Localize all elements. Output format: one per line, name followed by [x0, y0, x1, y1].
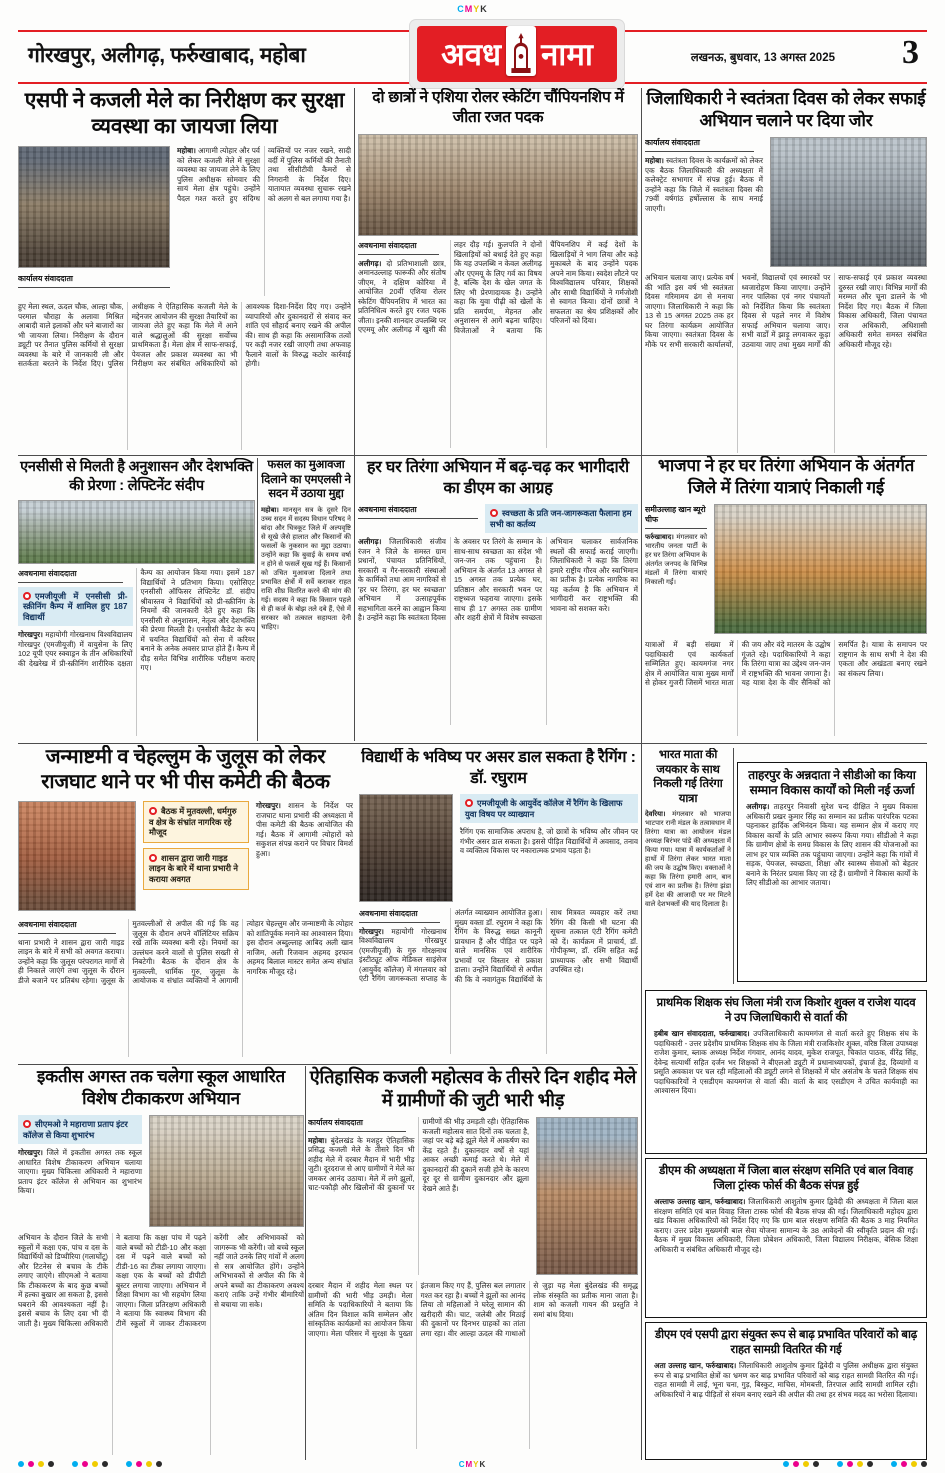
column-rule: [305, 1066, 306, 1460]
body-text: ताहरपुर निवासी सुरेश चन्द दीक्षित ने मुख्य विकास अधिकारी प्रखर कुमार सिंह का सम्मान का प्रतीक पारंपरिक पटका पहनाकर हार्दिक अभिनंदन किया। यह सम्मान क्षेत्र में कराए गए विकास कार्यों के प्रति आभार स्वरूप किया गया। सीडीओ ने कहा कि ग्रामीण क्षेत्रों के समग्र विकास के लिए शासन की योजनाओं का लाभ हर पात्र व्यक्ति तक पहुंचाया जाएगा। उन्होंने कहा कि गांवों में सड़क, पेयजल, स्वच्छता, शिक्षा और स्वास्थ्य सेवाओं को बेहतर बनाने के निरंतर प्रयास किए जा रहे हैं। ग्रामीणों ने विकास कार्यों के लिए सीडीओ का आभार जताया।: [746, 802, 918, 887]
row-rule: [18, 455, 927, 456]
column-rule: [641, 88, 642, 1460]
article-tiranga-dm: [358, 458, 638, 741]
reporter: अता उल्लाह खान, फर्रुखाबाद।: [654, 1361, 737, 1370]
byline: कार्यालय संवाददाता: [308, 1117, 406, 1132]
body-text: जिलाधिकारी आशुतोष कुमार द्विवेदी की अध्यक्षता में जिला बाल संरक्षण समिति एवं बाल विवाह जिला टास्क फोर्स की बैठक संपन्न की गई। जिलाधिकारी महोदय द्वारा खंड विकास अधिकारियों को निर्देश दिए गए कि ग्राम बाल संरक्षण समिति की बैठक 3 माह नियमित कराए। उत्तर प्रदेश मुख्यमंत्री बाल सेवा योजना सामान्य के 38 आवेदनों की स्वीकृति प्रदान की गई। बैठक में मुख्य विकास अधिकारी, जिला प्रोबेशन अधिकारी, जिला विद्यालय निरीक्षक, बेसिक शिक्षा अधिकारी व संबंधित अधिकारी मौजूद रहे।: [654, 1197, 918, 1254]
body-text: जिलाधिकारी संजीव रंजन ने जिले के समस्त ग्राम प्रधानों, पंचायत प्रतिनिधियों, सरकारी व गैर-सरकारी संस्थाओं के कार्मिकों तथा आम नागरिकों से 'हर घर तिरंगा, हर घर स्वच्छता' अभियान में उत्साहपूर्वक सहभागिता करने का आह्वान किया है। उन्होंने कहा कि स्वतंत्रता दिवस के अवसर पर तिरंगे के सम्मान के साथ-साथ स्वच्छता का संदेश भी जन-जन तक पहुंचाना है। अभियान के अंतर्गत 13 अगस्त से 15 अगस्त तक प्रत्येक घर, प्रतिष्ठान और सरकारी भवन पर राष्ट्रध्वज फहराया जाएगा। इसके साथ ही 17 अगस्त तक ग्रामीण और शहरी क्षेत्रों में विशेष स्वच्छता अभियान चलाकर सार्वजनिक स्थलों की सफाई कराई जाएगी। जिलाधिकारी ने कहा कि तिरंगा हमारे राष्ट्रीय गौरव और स्वाभिमान का प्रतीक है। प्रत्येक नागरिक का यह कर्तव्य है कि अभियान में भागीदारी कर राष्ट्रभक्ति की भावना को सशक्त करे।: [358, 537, 638, 623]
print-letter-y: Y: [473, 4, 481, 14]
body-text: मानसून सत्र के दूसरे दिन उच्च सदन में सदस्य विधान परिषद ने बांदा और चित्रकूट जिले में अल्पवृष्टि से सूखे जैसे हालात और किसानों की फसलों के नुकसान का मुद्दा उठाया। उन्होंने कहा कि बुवाई के समय वर्षा न होने से फसलें सूख गई हैं। किसानों को उचित मुआवजा दिलाने तथा प्रभावित क्षेत्रों में सर्वे कराकर राहत राशि शीघ्र वितरित करने की मांग की गई। सदस्य ने कहा कि किसान पहले से ही कर्ज के बोझ तले दबे हैं, ऐसे में सरकार को तत्काल सहायता देनी चाहिए।: [261, 506, 351, 631]
page-number: 3: [902, 34, 919, 71]
body-text: अभियान चलाया जाए। प्रत्येक वर्ष की भांति इस वर्ष भी स्वतंत्रता दिवस गरिमामय ढंग से मनाया जाएगा। जिलाधिकारी ने कहा कि 13 से 15 अगस्त 2025 तक हर घर तिरंगा कार्यक्रम आयोजित किया जाएगा। स्वतंत्रता दिवस के मौके पर सभी सरकारी कार्यालयों, भवनों, विद्यालयों एवं स्मारकों पर ध्वजारोहण किया जाएगा। उन्होंने नगर पालिका एवं नगर पंचायतों को निर्देशित किया कि स्वतंत्रता दिवस से पहले नगर में विशेष सफाई अभियान चलाया जाए। सभी वार्डों में झाड़ू लगवाकर कूड़ा उठवाया जाए तथा मुख्य मार्गों की साफ-सफाई एवं प्रकाश व्यवस्था दुरुस्त रखी जाए। विभिन्न मार्गों की मरम्मत और चूना डालने के भी निर्देश दिए गए। बैठक में जिला विकास अधिकारी, जिला पंचायत राज अधिकारी, अधिशासी अधिकारी समेत समस्त संबंधित अधिकारी मौजूद रहे।: [645, 273, 927, 349]
headline: डीएम एवं एसपी द्वारा संयुक्त रूप से बाढ़ प्रभावित परिवारों को बाढ़ राहत सामग्री वितरित की गई: [654, 1329, 918, 1356]
headline: जन्माष्टमी व चेहल्लुम के जुलूस को लेकर राजघाट थाने पर भी पीस कमेटी की बैठक: [41, 746, 330, 793]
dateline: महोबा।: [177, 146, 196, 155]
dateline: गोरखपुर।: [359, 926, 384, 936]
body-text: जिले में इकतीस अगस्त तक स्कूल आधारित विशेष टीकाकरण अभियान चलाया जाएगा। मुख्य चिकित्सा अधिकारी ने महाराणा प्रताप इंटर कॉलेज से अभियान का शुभारंभ किया।: [18, 1148, 142, 1196]
highlight-box: [460, 794, 638, 823]
highlight-box: [485, 504, 638, 533]
byline: समीउल्लाह खान ब्यूरो चीफ: [645, 504, 707, 529]
dateline: महोबा।: [645, 156, 664, 165]
article-flood-relief: [645, 1322, 927, 1460]
highlight-text: बैठक में मुतवल्ली, धर्मगुरु व क्षेत्र के संभ्रांत नागरिक रहे मौजूद: [149, 806, 237, 838]
body-text: बुंदेलखंड के मशहूर ऐतिहासिक प्रसिद्ध कजली मेले के तीसरे दिन भी शहीद मेले में दरबार मैदान में भारी भीड़ जुटी। दूरदराज से आए ग्रामीणों ने मेले का जमकर आनंद उठाया। मेले में लगे झूलों, चाट-पकौड़ी और खिलौनों की दुकानों पर ग्रामीणों की भीड़ उमड़ती रही। ऐतिहासिक कजली महोत्सव सात दिनों तक चलता है, जहां पर बड़े बड़े झूले मेले में आकर्षण का केंद्र रहते हैं। दुकानदार वर्षों से यहां आकर अच्छी कमाई करते थे। मेले में दुकानदारों की दुकानें सजी होने के कारण दूर दूर से ग्रामीण दुकानदार और झूला देखने आते हैं।: [308, 1117, 529, 1193]
headline: इकतीस अगस्त तक चलेगा स्कूल आधारित विशेष टीकाकरण अभियान: [37, 1067, 285, 1108]
reporter: अल्ताफ उल्लाह खान, फर्रुखाबाद।: [654, 1197, 746, 1206]
reporter: हबीब खान संवाददाता, फर्रुखाबाद।: [654, 1029, 750, 1038]
highlight-text: सीएमओ ने महाराणा प्रताप इंटर कॉलेज से किया शुभारंभ: [23, 1119, 128, 1140]
photo-ncc-ground: [18, 500, 255, 564]
body-text: थाना प्रभारी ने शासन द्वारा जारी गाइड लाइन के बारे में सभी को अवगत कराया। उन्होंने कहा कि जुलूस परंपरागत मार्गों से ही निकाले जाएंगे तथा जुलूस के दौरान डीजे बजाने पर प्रतिबंध रहेगा। जुलूस के मुतवल्लीओं से अपील की गई कि वह जुलूस के दौरान अपने वॉलिंटियर सक्रिय रखें ताकि व्यवस्था बनी रहे। नियमों का उल्लंघन करने वालों से पुलिस सख्ती से निबटेगी। बैठक के दौरान क्षेत्र के मुतवल्ली, धार्मिक गुरु, जुलूस के आयोजक व संभ्रांत व्यक्तियों ने आगामी त्योहार चेहल्लुम और जन्माष्टमी के त्योहार को शांतिपूर्वक मनाने का आश्वासन दिया। इस दौरान अब्दुल्लाह आबिद अली खान नाजिम, अली रिजवान अहमद इरफान अहमद बिलाल मास्टर समेत अन्य संभ्रांत नागरिक मौजूद रहे।: [18, 919, 353, 985]
highlight-text: एमजीयूजी के आयुर्वेद कॉलेज में रैगिंग के खिलाफ युवा विषय पर व्याख्यान: [465, 798, 623, 819]
article-bharat-mata: [645, 748, 731, 984]
print-letter-c: C: [458, 1459, 466, 1469]
dateline: अलीगढ़।: [746, 802, 770, 811]
article-taharpur-cdo: [737, 762, 927, 982]
print-letter-m: M: [464, 4, 474, 14]
headline: डीएम की अध्यक्षता में जिला बाल संरक्षण समिति एवं बाल विवाह जिला ट्रांस्क फोर्स की बैठक संपन्न हुई: [659, 1165, 913, 1192]
print-letter-k: K: [480, 4, 488, 14]
headline: एसपी ने कजली मेले का निरीक्षण कर सुरक्षा व्यवस्था का जायजा लिया: [24, 89, 345, 138]
edition-dateline: लखनऊ, बुधवार, 13 अगस्त 2025: [690, 52, 835, 64]
highlight-box: [143, 801, 249, 843]
headline: एनसीसी से मिलती है अनुशासन और देशभक्ति की प्रेरणा : लेफ्टिनेंट संदीप: [20, 459, 253, 494]
body-text: दो प्रतिभाशाली छात्र, अमानउल्लाह फारूकी और संतोष जीएम, ने दक्षिण कोरिया में आयोजित 20वीं एशिया रोलर स्केटिंग चैंपियनशिप में भारत का प्रतिनिधित्व करते हुए रजत पदक जीता। इनकी शानदार उपलब्धि पर एएमयू और अलीगढ़ में खुशी की लहर दौड़ गई। कुलपति ने दोनों खिलाड़ियों को बधाई देते हुए कहा कि यह उपलब्धि न केवल अलीगढ़ और एएमयू के लिए गर्व का विषय है, बल्कि देश के खेल जगत के लिए भी प्रेरणादायक है। उन्होंने कहा कि युवा पीढ़ी को खेलों के प्रति समर्पण, मेहनत और अनुशासन से आगे बढ़ना चाहिए। विजेताओं ने बताया कि चैंपियनशिप में कई देशों के खिलाड़ियों ने भाग लिया और कड़े मुकाबले के बाद उन्होंने पदक अपने नाम किया। स्वदेश लौटने पर विश्वविद्यालय परिवार, शिक्षकों और साथी विद्यार्थियों ने गर्मजोशी से स्वागत किया। दोनों छात्रों ने सफलता का श्रेय प्रशिक्षकों और परिजनों को दिया।: [358, 240, 638, 335]
headline: प्राथमिक शिक्षक संघ जिला मंत्री राज किशोर शुक्ल व राजेश यादव ने उप जिलाधिकारी से वार्ता की: [656, 997, 916, 1024]
headline: हर घर तिरंगा अभियान में बढ़-चढ़ कर भागीदारी का डीएम का आग्रह: [367, 459, 629, 497]
headline: भारत माता की जयकार के साथ निकली गई तिरंगा यात्रा: [653, 749, 723, 805]
byline: कार्यालय संवाददाता: [645, 137, 754, 152]
article-kajli-mahotsav: [308, 1066, 638, 1460]
row-rule: [18, 743, 927, 744]
headline: ताहरपुर के अन्नदाता ने सीडीओ का किया सम्मान विकास कार्यों को मिली नई ऊर्जा: [748, 768, 916, 797]
bullet-ring-icon: [490, 509, 498, 517]
bullet-ring-icon: [149, 854, 157, 862]
dateline: गोरखपुर।: [256, 801, 281, 810]
dateline: अलीगढ़।: [358, 537, 382, 547]
dateline: महोबा।: [261, 506, 279, 514]
headline: जिलाधिकारी ने स्वतंत्रता दिवस को लेकर सफाई अभियान चलाने पर दिया जोर: [646, 89, 926, 130]
byline: अवधनामा संवाददाता: [18, 919, 116, 934]
dateline: फर्रुखाबाद।: [645, 534, 674, 541]
bullet-ring-icon: [23, 1120, 31, 1128]
print-mark-top: [457, 4, 488, 14]
dateline: अलीगढ़।: [358, 258, 382, 268]
monument-icon: [506, 26, 536, 76]
byline: अवधनामा संवाददाता: [358, 504, 478, 519]
print-letter-k: K: [479, 1459, 487, 1469]
article-dm-cleanliness: [645, 88, 927, 453]
highlight-text: शासन द्वारा जारी गाइड लाइन के बारे में थाना प्रभारी ने कराया अवगत: [149, 852, 238, 884]
print-letter-y: Y: [473, 1459, 480, 1469]
print-letter-c: C: [457, 4, 465, 14]
highlight-text: एमजीयूजी में एनसीसी प्री-स्क्रीनिंग कैम्प में शामिल हुए 187 विद्यार्थी: [23, 590, 128, 622]
print-letter-m: M: [465, 1459, 474, 1469]
article-crop-compensation: [261, 458, 351, 741]
body-text: उपजिलाधिकारी कायमगंज से वार्ता करते हुए शिक्षक संघ के पदाधिकारी - उत्तर प्रदेशीय प्राथमिक शिक्षक संघ के जिला मंत्री राजकिशोर शुक्ल, वरिष्ठ जिला उपाध्यक्ष राजेश कुमार, ब्लाक अध्यक्ष निर्देश गंगवार, आनंद यादव, मुकेश राजपूत, चिकांत पाठक, वीरेंद्र सिंह, देवेन्द्र सत्यार्थी सहित दर्जन भर शिक्षकों ने बीएलओ ड्यूटी में प्रधानाध्यापकों, इंचार्ज हेड, दिव्यांगों व प्रसूति अवकाश पर चल रही महिलाओं की ड्यूटी लगने से शिक्षकों में घोर असंतोष के चलते शिक्षक संघ पदाधिकारियों ने एसडीएम कायमगंज से वार्ता की। वार्ता के बाद एसडीएम ने उचित कार्यवाही का आश्वासन दिया।: [654, 1029, 919, 1095]
article-child-protection: [645, 1158, 927, 1318]
logo-word-first: अवध: [441, 37, 502, 72]
article-ragging: [359, 748, 638, 1063]
bullet-ring-icon: [23, 592, 31, 600]
column-rule: [733, 748, 734, 984]
body-text: यात्राओं में बड़ी संख्या में पदाधिकारी एवं कार्यकर्ता सम्मिलित हुए। कायमगंज नगर क्षेत्र में आयोजित यात्रा मुख्य मार्गों से होकर गुजरी जिसमें भारत माता की जय और वंदे मातरम के उद्घोष गूंजते रहे। पदाधिकारियों ने कहा कि तिरंगा यात्रा का उद्देश्य जन-जन में राष्ट्रभक्ति की भावना जगाना है। यह यात्रा देश के वीर सैनिकों को समर्पित है। यात्रा के समापन पर राष्ट्रगान के साथ सभी ने देश की एकता और अखंडता बनाए रखने का संकल्प लिया।: [645, 640, 927, 687]
body-text: शासन के निर्देश पर राजघाट थाना प्रभारी की अध्यक्षता में पीस कमेटी की बैठक आयोजित की गई। बैठक में आगामी त्योहारों को सकुशल संपन्न कराने पर विचार विमर्श हुआ।: [256, 801, 353, 858]
headline: फसल का मुआवजा दिलाने का एमएलसी ने सदन में उठाया मुद्दा: [261, 459, 351, 500]
body-text: आगामी त्योहार और पर्व को लेकर कजली मेले में सुरक्षा व्यवस्था का जायजा लेने के लिए पुलिस अधीक्षक सोमवार की सायं मेला क्षेत्र पहुंचे। उन्होंने पैदल गश्त करते हुए संदिग्ध व्यक्तियों पर नजर रखने, सादी वर्दी में पुलिस कर्मियों की तैनाती तथा सीसीटीवी कैमरों से निगरानी के निर्देश दिए। यातायात व्यवस्था सुचारू रखने को अलग से बल लगाया गया है।: [177, 146, 351, 203]
dateline: गोरखपुर।: [18, 1148, 43, 1158]
newspaper-logo: [410, 20, 624, 88]
edition-cities: गोरखपुर, अलीगढ़, फर्रुखाबाद, महोबा: [28, 44, 306, 67]
body-text: महायोगी गोरखनाथ विश्वविद्यालय गोरखपुर (एमजीयूजी) के गुरु गोरक्षनाथ इंस्टीट्यूट ऑफ मेडिकल साइंसेज (आयुर्वेद कॉलेज) में मंगलवार को एंटी रैगिंग जागरूकता सप्ताह के अंतर्गत व्याख्यान आयोजित हुआ। मुख्य वक्ता डॉ. रघुराम ने कहा कि रैगिंग के विरुद्ध सख्त कानूनी प्रावधान हैं और पीड़ित पर पड़ने वाले मानसिक एवं शारीरिक प्रभावों पर विस्तार से प्रकाश डाला। उन्होंने विद्यार्थियों से अपील की कि वे नवागंतुक विद्यार्थियों के साथ मित्रवत व्यवहार करें तथा रैगिंग की किसी भी घटना की सूचना तत्काल एंटी रैगिंग कमेटी को दें। कार्यक्रम में प्राचार्य, डॉ. गोपीकृष्ण, डॉ. रश्मि सहित कई प्राध्यापक और सभी विद्यार्थी उपस्थित रहे।: [359, 908, 638, 984]
photo-mela-crowd: [536, 1117, 638, 1275]
photo-vaccination-launch: [149, 1115, 304, 1227]
article-peace-committee: [18, 745, 353, 1063]
body-text: मंगलवार को भाजपा भाटपार रानी मंडल के तत्वावधान में तिरंगा यात्रा का आयोजन मंडल अध्यक्ष बिरंभर पांडे की अध्यक्षता में किया गया। यात्रा में कार्यकर्ताओं ने हाथों में तिरंगा लेकर भारत माता की जय के उद्घोष किए। वक्ताओं ने कहा कि तिरंगा हमारी आन, बान एवं शान का प्रतीक है। तिरंगा झंडा हमें देश की आजादी पर मर मिटने वाले देशभक्तों की याद दिलाता है।: [645, 811, 731, 908]
masthead: [18, 24, 927, 86]
headline: विद्यार्थी के भविष्य पर असर डाल सकता है रैगिंग : डॉ. रघुराम: [361, 749, 636, 787]
column-rule: [354, 88, 355, 741]
headline: ऐतिहासिक कजली महोत्सव के तीसरे दिन शहीद मेले में ग्रामीणों की जुटी भारी भीड़: [309, 1067, 637, 1110]
body-text: दरबार मैदान में शहीद मेला स्थल पर ग्रामीणों की भारी भीड़ उमड़ी। मेला समिति के पदाधिकारियों ने बताया कि अंतिम दिन विशाल कवि सम्मेलन और सांस्कृतिक कार्यक्रमों का आयोजन किया जाएगा। मेला परिसर में सुरक्षा के पुख्ता इंतजाम किए गए हैं, पुलिस बल लगातार गश्त कर रहा है। बच्चों ने झूलों का आनंद लिया तो महिलाओं ने घरेलू सामान की खरीदारी की। चाट, जलेबी और मिठाई की दुकानों पर दिनभर ग्राहकों का तांता लगा रहा। वीर आल्हा ऊदल की गाथाओं से जुड़ा यह मेला बुंदेलखंड की समृद्ध लोक संस्कृति का प्रतीक माना जाता है। शाम को कजली गायन की प्रस्तुति ने समां बांध दिया।: [308, 1281, 638, 1338]
byline: कार्यालय संवाददाता: [18, 273, 170, 288]
article-vaccination: [18, 1066, 304, 1460]
row-rule: [18, 1064, 638, 1065]
photo-medal-winners: [358, 134, 638, 236]
article-roller-skating: [358, 88, 638, 453]
registration-dots-left: [18, 1461, 162, 1467]
photo-mela-inspection: [18, 146, 170, 268]
body-text: स्वतंत्रता दिवस के कार्यक्रमों को लेकर एक बैठक जिलाधिकारी की अध्यक्षता में कलेक्ट्रेट सभागार में संपन्न हुई। बैठक में उन्होंने कहा कि जिले में स्वतंत्रता दिवस की 79वीं वर्षगांठ हर्षोल्लास के साथ मनाई जाएगी।: [645, 156, 763, 213]
body-text: रैगिंग एक सामाजिक अपराध है, जो छात्रों के भविष्य और जीवन पर गंभीर असर डाल सकता है। इससे पीड़ित विद्यार्थियों में अवसाद, तनाव व व्यक्तित्व विकास पर नकारात्मक प्रभाव पड़ता है।: [460, 827, 638, 856]
highlight-text: स्वच्छता के प्रति जन-जागरूकता फैलाना हम सभी का कर्तव्य: [490, 508, 632, 529]
article-sp-inspection: [18, 88, 351, 453]
body-text: जिलाधिकारी आशुतोष कुमार द्विवेदी व पुलिस अधीक्षक द्वारा संयुक्त रूप से बाढ़ प्रभावित क्षेत्रों का भ्रमण कर बाढ़ प्रभावित परिवारों को बाढ़ राहत सामग्री वितरित की गई। राहत सामग्री में लाई, भूना चना, गुड़, बिस्कुट, माचिस, मोमबत्ती, तिरपाल आदि सामग्री शामिल रही। अधिकारियों ने बाढ़ पीड़ितों से संयम बनाए रखने की अपील की तथा हर संभव मदद का भरोसा दिलाया।: [654, 1361, 918, 1399]
photo-collectorate-meeting: [770, 137, 927, 267]
photo-tiranga-rally: [714, 504, 927, 634]
headline: दो छात्रों ने एशिया रोलर स्केटिंग चौंपियनशिप में जीता रजत पदक: [372, 89, 624, 126]
byline: अवधनामा संवाददाता: [18, 568, 123, 583]
highlight-box: [18, 1115, 142, 1144]
byline: अवधनामा संवाददाता: [358, 240, 439, 255]
dateline: देवरिया।: [645, 811, 666, 818]
registration-dots-right: [783, 1461, 927, 1467]
article-bjp-tiranga: [645, 455, 927, 741]
body-text: हुए मेला स्थल, ऊदल चौक, आल्हा चौक, परमाल चौराहा के अलावा मिश्रित आबादी वाले इलाकों और घने बाजारों का भी जायजा लिया। निरीक्षण के दौरान ड्यूटी पर तैनात पुलिस कर्मियों से सुरक्षा व्यवस्था के बारे में जानकारी ली और सतर्कता बरतने के निर्देश दिए। पुलिस अधीक्षक ने ऐतिहासिक कजली मेले के मद्देनजर आयोजन की सुरक्षा तैयारियों का जायजा लेते हुए कहा कि मेले में आने वाले श्रद्धालुओं की सुरक्षा सर्वोच्च प्राथमिकता है। मेला क्षेत्र में साफ-सफाई, पेयजल और प्रकाश व्यवस्था का भी निरीक्षण कर संबंधित अधिकारियों को आवश्यक दिशा-निर्देश दिए गए। उन्होंने व्यापारियों और दुकानदारों से संवाद कर शांति एवं सौहार्द बनाए रखने की अपील की। साथ ही कहा कि असामाजिक तत्वों पर कड़ी नजर रखी जाएगी तथा अफवाह फैलाने वालों के विरुद्ध कठोर कार्रवाई होगी।: [18, 302, 351, 368]
body-text: महायोगी गोरखनाथ विश्वविद्यालय गोरखपुर (एमजीयूजी) में वायुसेना के लिए 102 यूपी एयर स्क्वाड्रन के तीन अधिकारियों की देखरेख में प्री-स्क्रीनिंग शारीरिक दक्षता कैम्प का आयोजन किया गया। इसमें 187 विद्यार्थियों ने प्रतिभाग किया। एसोसिएट एनसीसी ऑफिसर लेफ्टिनेंट डॉ. संदीप श्रीवास्तव ने विद्यार्थियों को प्री-स्क्रीनिंग के नियमों की जानकारी देते हुए कहा कि एनसीसी से अनुशासन, नेतृत्व और देशभक्ति की प्रेरणा मिलती है। एनसीसी कैडेट के रूप में चयनित विद्यार्थियों को सेना में करियर बनाने के अनेक अवसर प्राप्त होते हैं। कैम्प में दौड़ समेत विभिन्न शारीरिक परीक्षण कराए गए।: [18, 568, 255, 672]
photo-peace-meeting: [18, 801, 136, 911]
logo-red-panel: [417, 26, 617, 82]
body-text: अभियान के दौरान जिले के सभी स्कूलों में कक्षा एक, पांच व दस के विद्यार्थियों को डिप्थीरिया (गलाघोंटू) और टिटनेस से बचाव के टीके लगाए जाएंगे। सीएमओ ने बताया कि टीकाकरण के बाद कुछ बच्चों में हल्का बुखार आ सकता है, इससे घबराने की आवश्यकता नहीं है। इससे बचाव के लिए दवा भी दी जाती है। मुख्य चिकित्सा अधिकारी ने बताया कि कक्षा पांच में पढ़ने वाले बच्चों को टीडी-10 और कक्षा दस में पढ़ने वाले बच्चों को टीडी-16 का टीका लगाया जाएगा। कक्षा एक के बच्चों को डीपीटी बूस्टर लगाया जाएगा। अभियान में शिक्षा विभाग का भी सहयोग लिया जाएगा। जिला प्रतिरक्षण अधिकारी ने बताया कि स्वास्थ्य विभाग की टीमें स्कूलों में जाकर टीकाकरण करेंगी और अभिभावकों को जागरूक भी करेंगी। जो बच्चे स्कूल नहीं जाते उनके लिए गांवों में अलग से सत्र आयोजित होंगे। उन्होंने अभिभावकों से अपील की कि वे अपने बच्चों का टीकाकरण अवश्य कराएं ताकि उन्हें गंभीर बीमारियों से बचाया जा सके।: [18, 1233, 304, 1328]
article-teachers-union: [645, 990, 927, 1154]
print-mark-bottom: [18, 1458, 927, 1470]
photo-lamp-ceremony: [359, 794, 453, 902]
headline: भाजपा ने हर घर तिरंगा अभियान के अंतर्गत जिले में तिरंगा यात्राएं निकाली गई: [657, 456, 915, 497]
dateline: गोरखपुर।: [18, 630, 43, 640]
article-ncc-camp: [18, 458, 255, 741]
bullet-ring-icon: [149, 807, 157, 815]
logo-word-second: नामा: [541, 37, 593, 72]
dateline: महोबा।: [308, 1135, 327, 1145]
bullet-ring-icon: [465, 799, 473, 807]
column-rule: [257, 458, 258, 741]
byline: अवधनामा संवाददाता: [359, 908, 440, 923]
body-text: मंगलवार को भारतीय जनता पार्टी के हर घर तिरंगा अभियान के अंतर्गत जनपद के विभिन्न मंडलों में तिरंगा यात्राएं निकाली गईं।: [645, 534, 708, 586]
highlight-box: [18, 587, 133, 627]
highlight-box: [143, 848, 249, 890]
